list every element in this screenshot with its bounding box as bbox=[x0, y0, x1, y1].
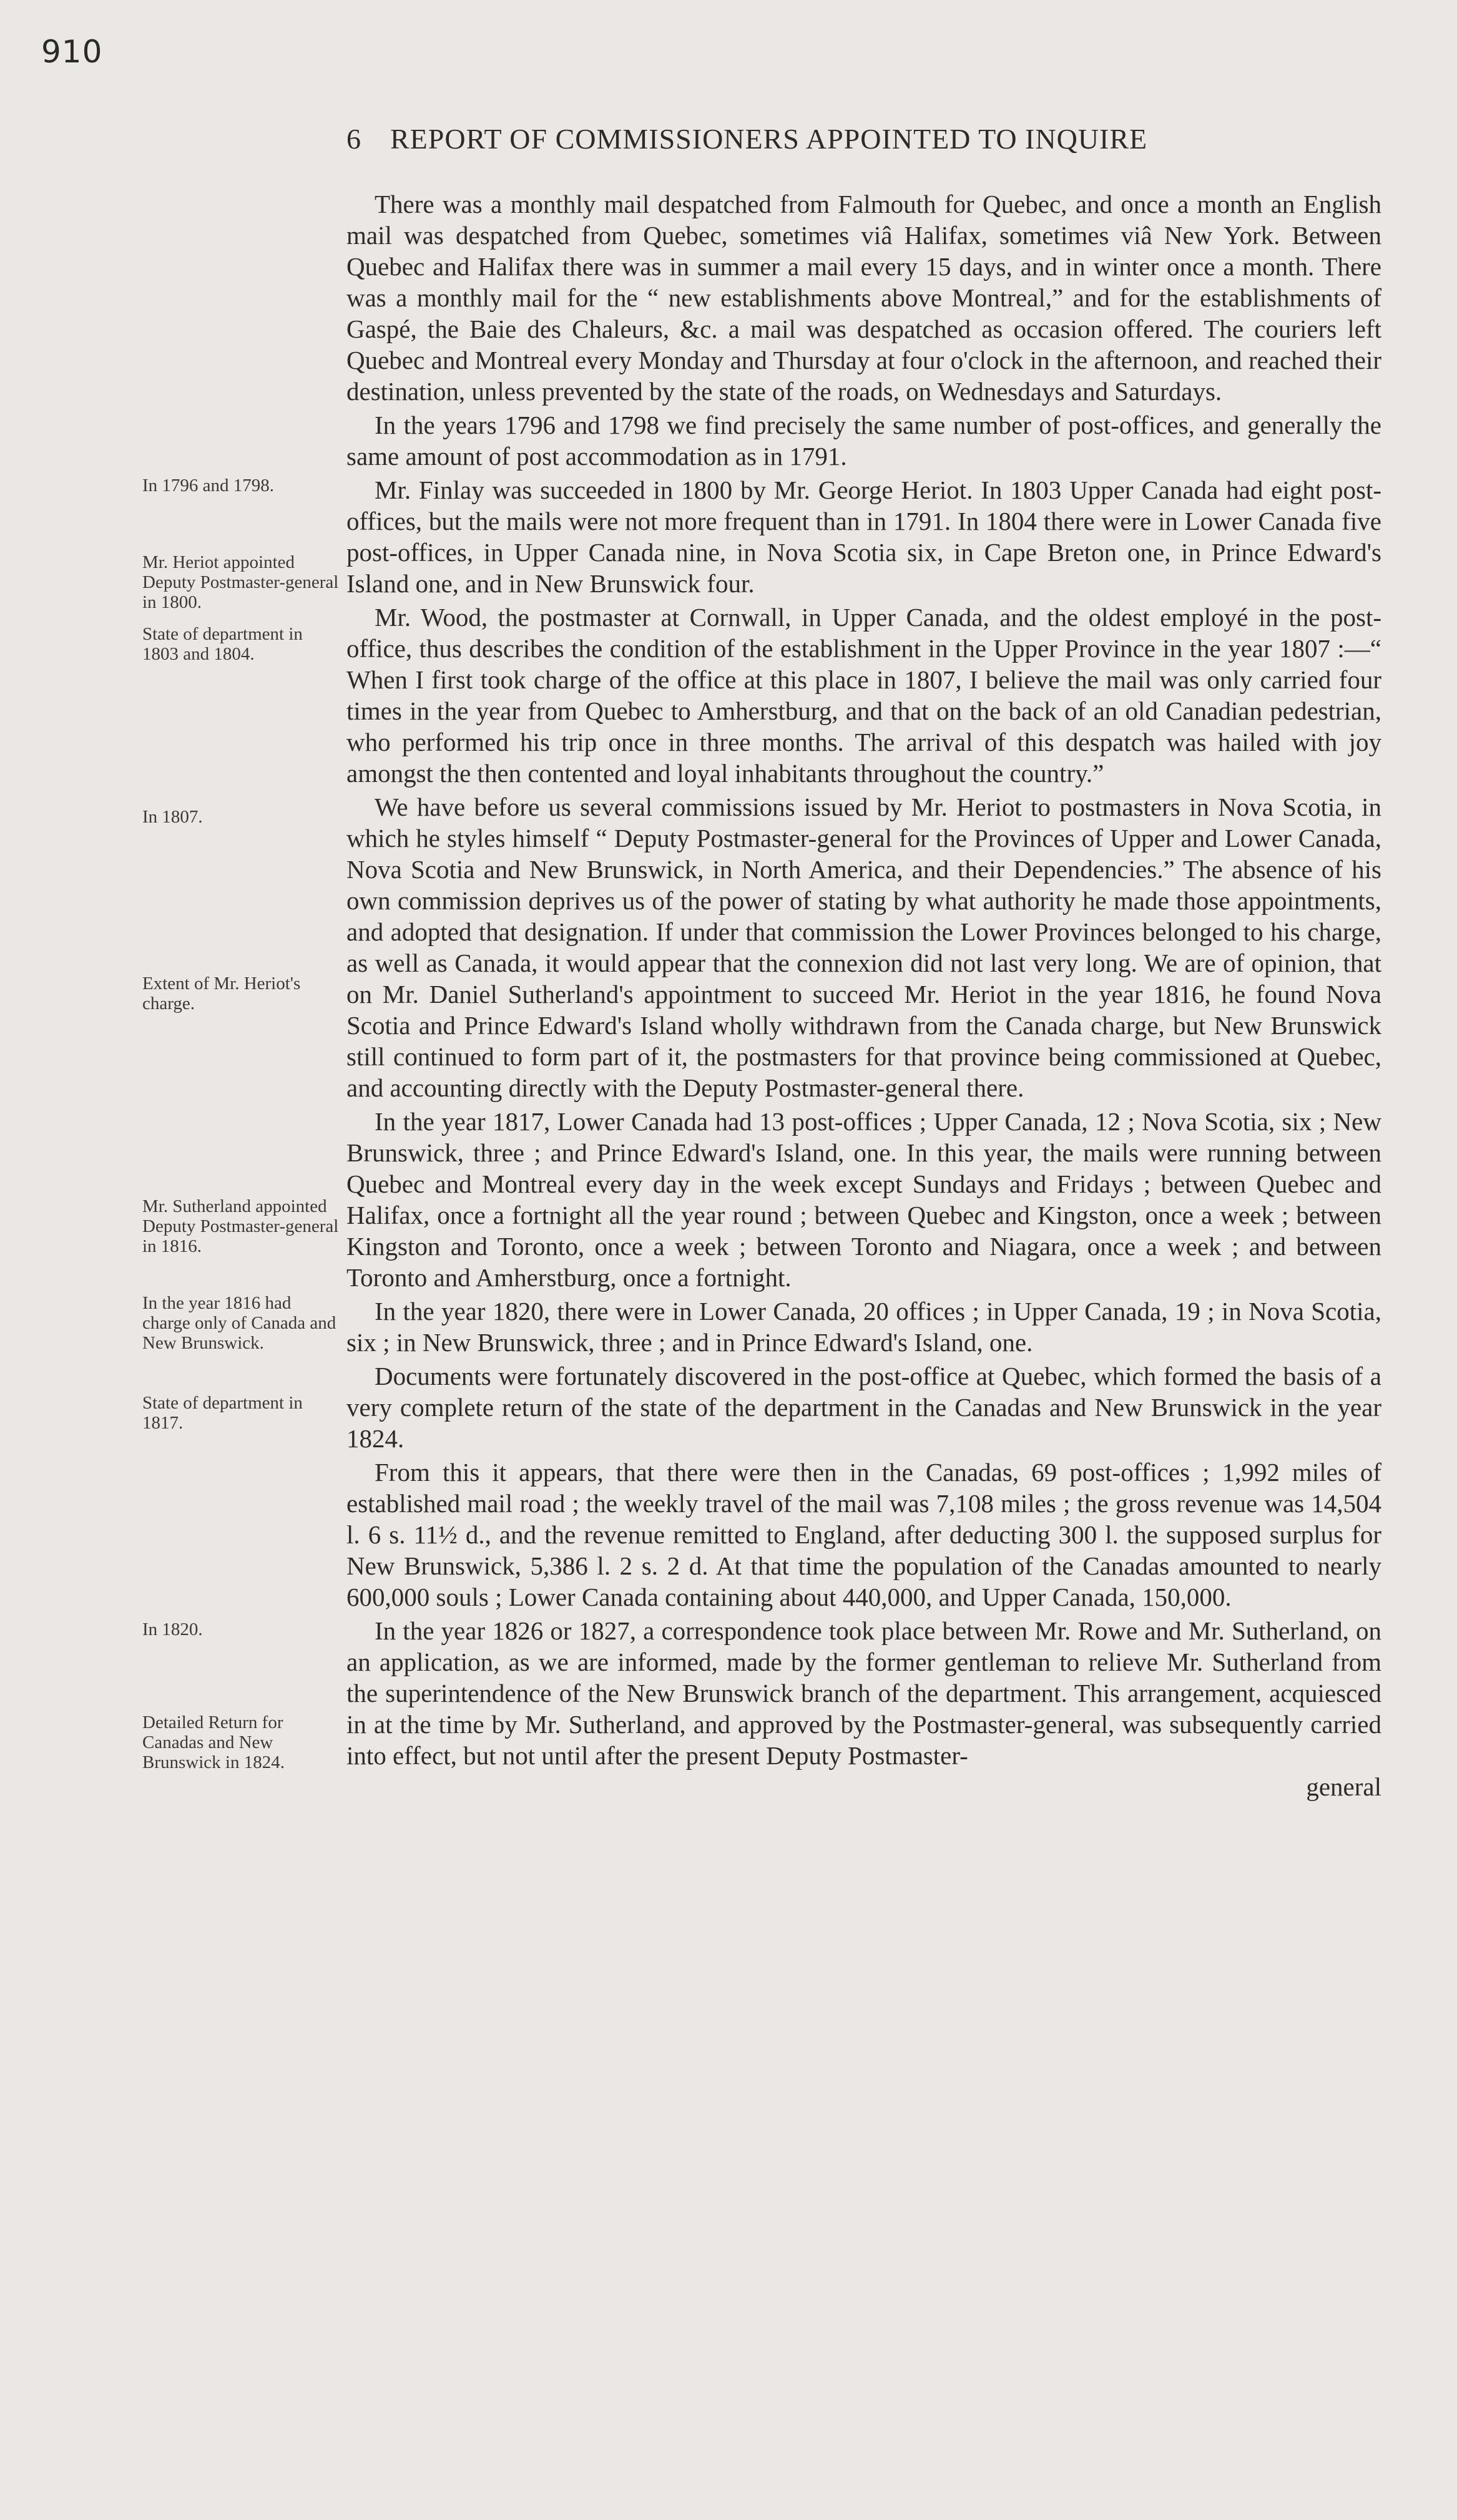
paragraph: In the year 1826 or 1827, a correspondence took place between Mr. Rowe and Mr. Sutherland, on an application, as we are informed, made by the former gentleman to relieve Mr. Sutherland from the superintendence of the New Brunswick branch of the department. This arrangement, acquiesced in at the time by Mr. Sutherland, and approved by the Postmaster-general, was subsequently carried into effect, but not until after the present Deputy Postmaster- bbox=[346, 1616, 1381, 1770]
margin-note: State of department in 1817. bbox=[142, 1393, 303, 1433]
page-number: 6 bbox=[346, 123, 361, 155]
paragraph: In the year 1817, Lower Canada had 13 post-offices ; Upper Canada, 12 ; Nova Scotia, six ; New Brunswick, three ; and Prince Edward's Island, one. In this year, the mails were running between Quebec and Montreal every day in the week except Sundays and Fridays ; between Quebec and Halifax, once a fortnight all the year round ; between Quebec and Kingston, once a week ; between Kingston and Toronto, once a week ; between Toronto and Niagara, once a week ; and between Toronto and Amherstburg, once a fortnight. bbox=[346, 1107, 1381, 1292]
paragraph: From this it appears, that there were then in the Canadas, 69 post-offices ; 1,992 miles of established mail road ; the weekly travel of the mail was 7,108 miles ; the gross revenue was 14,504 l. 6 s. 11½ d., and the revenue remitted to England, after deducting 300 l. the supposed surplus for New Brunswick, 5,386 l. 2 s. 2 d. At that time the population of the Canadas amounted to nearly 600,000 souls ; Lower Canada containing about 440,000, and Upper Canada, 150,000. bbox=[346, 1458, 1381, 1611]
margin-note: Detailed Return for Canadas and New Brunswick in 1824. bbox=[142, 1712, 285, 1772]
paragraph: In the years 1796 and 1798 we find precisely the same number of post-offices, and generally the same amount of post accommodation as in 1791. bbox=[346, 411, 1381, 471]
margin-note: In 1807. bbox=[142, 807, 203, 827]
margin-note: State of department in 1803 and 1804. bbox=[142, 624, 303, 664]
margin-note: In 1820. bbox=[142, 1619, 203, 1639]
paragraph: In the year 1820, there were in Lower Canada, 20 offices ; in Upper Canada, 19 ; in Nova Scotia, six ; in New Brunswick, three ; and in Prince Edward's Island, one. bbox=[346, 1297, 1381, 1357]
margin-note: In 1796 and 1798. bbox=[142, 476, 275, 496]
margin-note: Mr. Heriot appointed Deputy Postmaster-general in 1800. bbox=[142, 552, 339, 612]
catchword: general bbox=[1306, 1772, 1381, 1801]
running-head-title: REPORT OF COMMISSIONERS APPOINTED TO INQUIRE bbox=[390, 123, 1148, 155]
margin-note: Mr. Sutherland appointed Deputy Postmaster-general in 1816. bbox=[142, 1196, 339, 1256]
paragraph: There was a monthly mail despatched from Falmouth for Quebec, and once a month an English mail was despatched from Quebec, sometimes viâ Halifax, sometimes viâ New York. Between Quebec and Halifax there was in summer a mail every 15 days, and in winter once a month. There was a monthly mail for the “ new establishments above Montreal,” and for the establishments of Gaspé, the Baie des Chaleurs, &c. a mail was despatched as occasion offered. The couriers left Quebec and Montreal every Monday and Thursday at four o'clock in the afternoon, and reached their destination, unless prevented by the state of the roads, on Wednesdays and Saturdays. bbox=[346, 190, 1381, 406]
body-text bbox=[346, 188, 1381, 1802]
running-head bbox=[346, 122, 1147, 155]
page-folio-number: 910 bbox=[41, 34, 103, 70]
paragraph: Mr. Finlay was succeeded in 1800 by Mr. George Heriot. In 1803 Upper Canada had eight post-offices, but the mails were not more frequent than in 1791. In 1804 there were in Lower Canada five post-offices, in Upper Canada nine, in Nova Scotia six, in Cape Breton one, in Prince Edward's Island one, and in New Brunswick four. bbox=[346, 476, 1381, 598]
margin-note: In the year 1816 had charge only of Canada and New Brunswick. bbox=[142, 1293, 336, 1353]
paragraph: We have before us several commissions issued by Mr. Heriot to postmasters in Nova Scotia, in which he styles himself “ Deputy Postmaster-general for the Provinces of Upper and Lower Canada, Nova Scotia and New Brunswick, in North America, and their Dependencies.” The absence of his own commission deprives us of the power of stating by what authority he made those appointments, and adopted that designation. If under that commission the Lower Provinces belonged to his charge, as well as Canada, it would appear that the connexion did not last very long. We are of opinion, that on Mr. Daniel Sutherland's appointment to succeed Mr. Heriot in the year 1816, he found Nova Scotia and Prince Edward's Island wholly withdrawn from the Canada charge, but New Brunswick still continued to form part of it, the postmasters for that province being commissioned at Quebec, and accounting directly with the Deputy Postmaster-general there. bbox=[346, 793, 1381, 1102]
paragraph: Mr. Wood, the postmaster at Cornwall, in Upper Canada, and the oldest employé in the post-office, thus describes the condition of the establishment in the Upper Province in the year 1807 :—“ When I first took charge of the office at this place in 1807, I believe the mail was only carried four times in the year from Quebec to Amherstburg, and that on the back of an old Canadian pedestrian, who performed his trip once in three months. The arrival of this despatch was hailed with joy amongst the then contented and loyal inhabitants throughout the country.” bbox=[346, 603, 1381, 788]
paragraph: Documents were fortunately discovered in the post-office at Quebec, which formed the basis of a very complete return of the state of the department in the Canadas and New Brunswick in the year 1824. bbox=[346, 1362, 1381, 1453]
margin-note: Extent of Mr. Heriot's charge. bbox=[142, 974, 301, 1013]
